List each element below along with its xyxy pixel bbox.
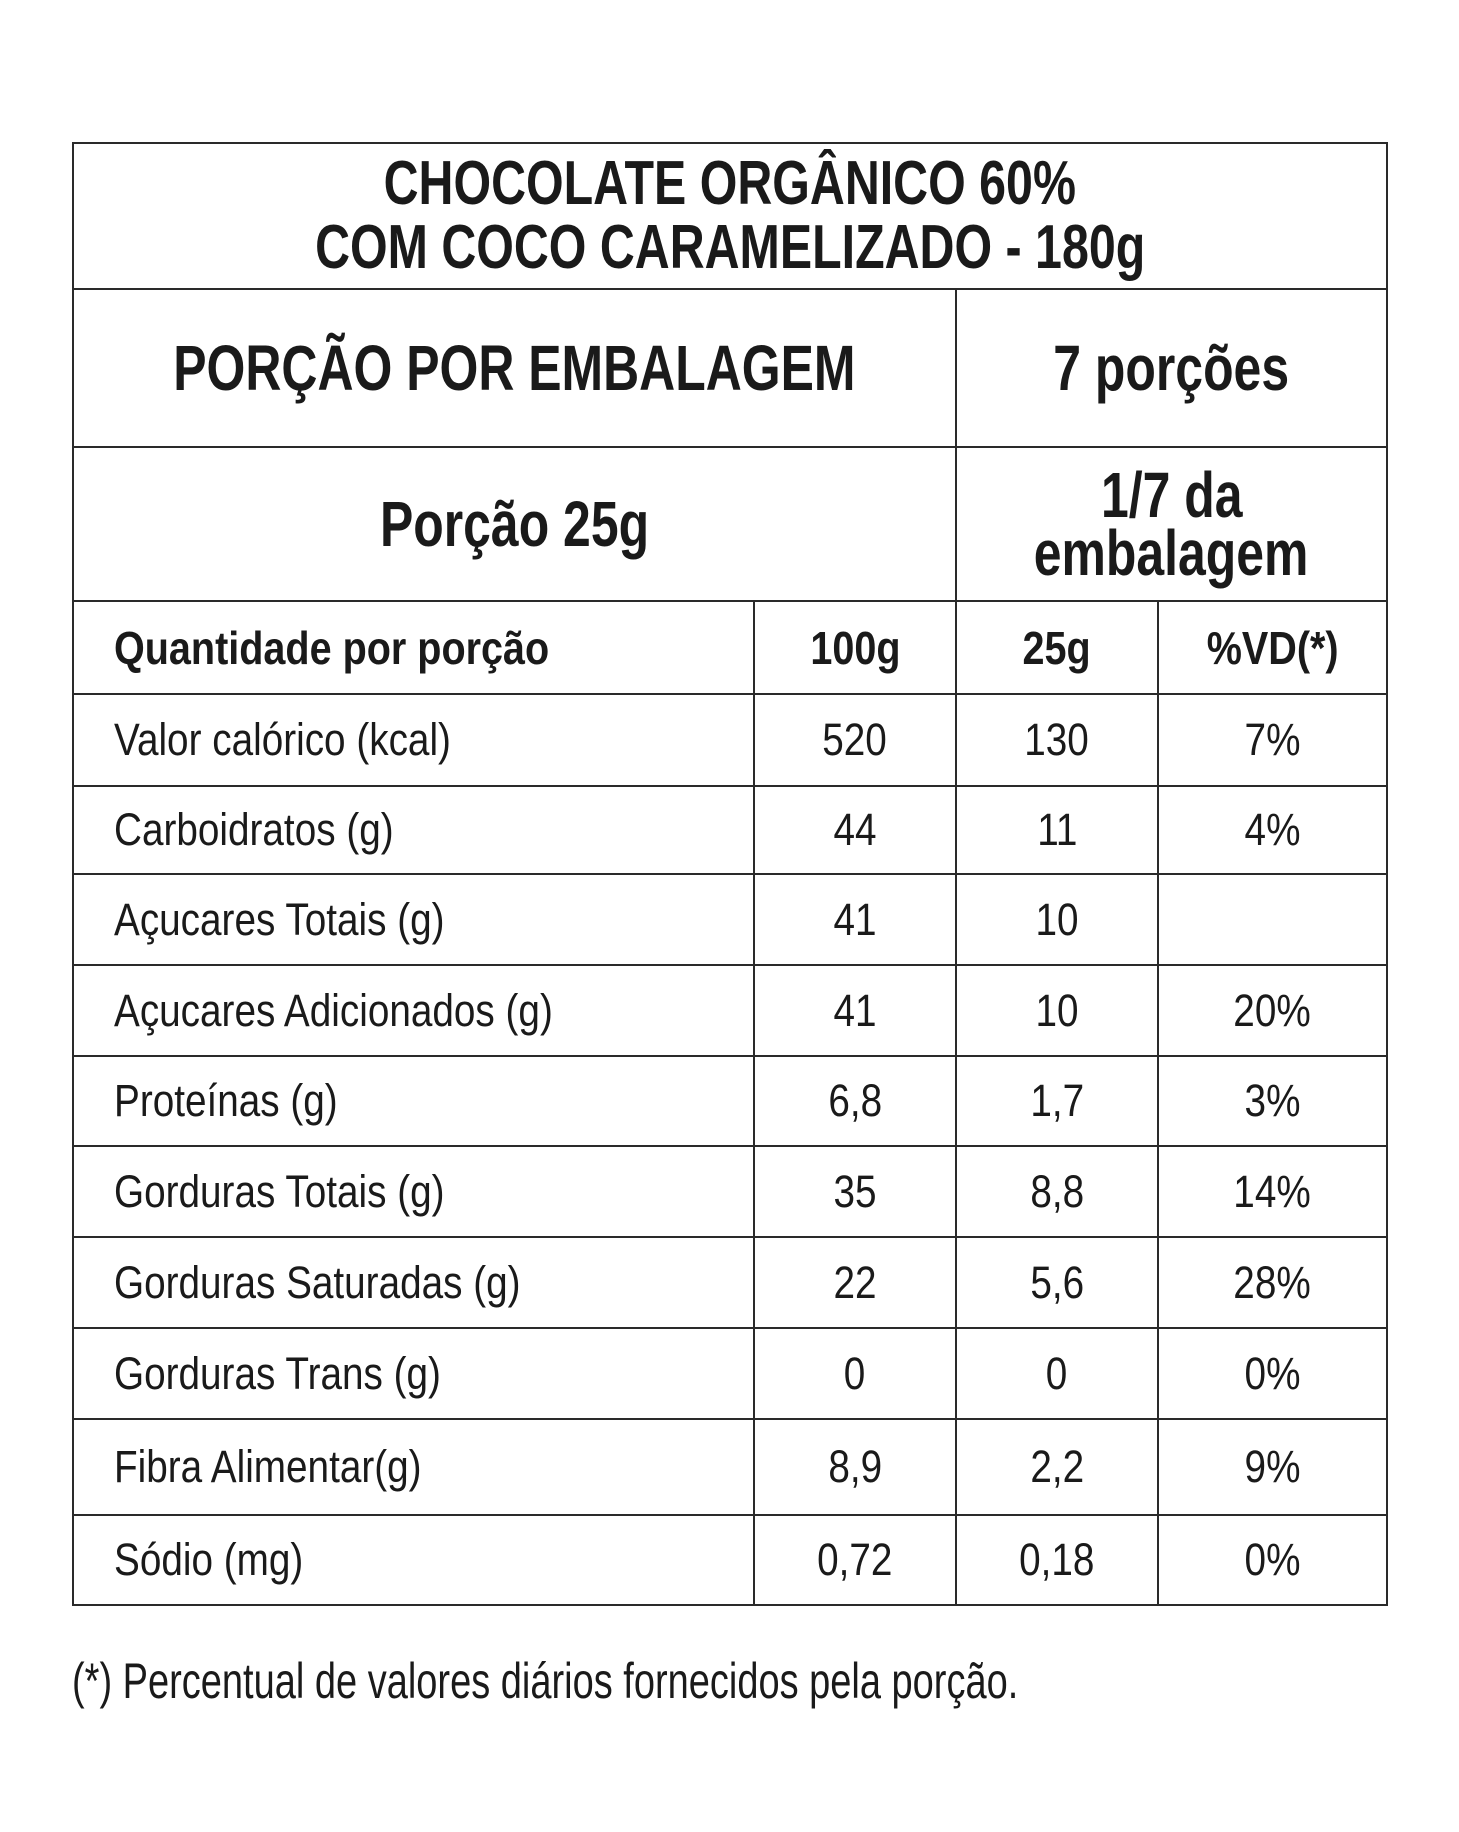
title-row (73, 143, 1387, 289)
product-title (73, 143, 1387, 289)
table-row (73, 1146, 1387, 1237)
table-row (73, 1056, 1387, 1146)
value-per-serving: 130 (1024, 714, 1090, 765)
nutrient-name: Valor calórico (kcal) (114, 714, 451, 765)
column-header: 25g (1022, 621, 1092, 674)
daily-value: 20% (1233, 984, 1312, 1036)
table-row (73, 965, 1387, 1056)
nutrient-name: Proteínas (g) (114, 1075, 338, 1126)
serving-size-value-line-2: embalagem (1034, 517, 1309, 589)
table-row (73, 1419, 1387, 1515)
value-per-serving: 5,6 (1030, 1256, 1084, 1308)
value-per-100g: 44 (833, 804, 877, 855)
value-per-serving: 2,2 (1030, 1441, 1084, 1492)
value-per-100g: 41 (833, 984, 877, 1036)
daily-value: 7% (1244, 714, 1301, 765)
title-line-1: CHOCOLATE ORGÂNICO 60% (383, 149, 1077, 218)
nutrient-name: Sódio (mg) (114, 1534, 304, 1585)
value-per-100g: 8,9 (828, 1441, 882, 1492)
servings-per-package-label: PORÇÃO POR EMBALAGEM (173, 332, 856, 404)
header-row (73, 601, 1387, 694)
table-row (73, 786, 1387, 874)
value-per-100g: 35 (833, 1165, 877, 1217)
table-row (73, 1515, 1387, 1605)
value-per-serving: 10 (1035, 984, 1079, 1036)
nutrition-table (72, 142, 1388, 1606)
nutrient-name: Gorduras Saturadas (g) (114, 1256, 521, 1308)
column-header: %VD(*) (1206, 621, 1339, 674)
nutrient-name: Carboidratos (g) (114, 804, 394, 855)
serving-size-value-line-1: 1/7 da (1100, 459, 1243, 531)
value-per-serving: 8,8 (1030, 1165, 1084, 1217)
value-per-100g: 6,8 (828, 1075, 882, 1126)
serving-size-label: Porção 25g (379, 488, 650, 560)
servings-row (73, 289, 1387, 447)
title-line-2: COM COCO CARAMELIZADO - 180g (314, 213, 1146, 282)
value-per-100g: 0 (844, 1347, 866, 1399)
table-row (73, 1328, 1387, 1419)
daily-value: 0% (1244, 1534, 1301, 1585)
daily-value: 9% (1244, 1441, 1301, 1492)
daily-value: 28% (1233, 1256, 1312, 1308)
nutrient-name: Açucares Adicionados (g) (114, 984, 553, 1036)
serving-size-row (73, 447, 1387, 601)
value-per-serving: 0,18 (1019, 1534, 1095, 1585)
value-per-serving: 11 (1036, 804, 1078, 855)
footnote: (*) Percentual de valores diários fornecidos pela porção. (72, 1653, 1019, 1709)
table-row (73, 874, 1387, 965)
nutrient-name: Fibra Alimentar(g) (114, 1441, 422, 1492)
daily-value: 0% (1244, 1347, 1301, 1399)
nutrient-name: Gorduras Totais (g) (114, 1165, 445, 1217)
value-per-serving: 1,7 (1030, 1075, 1084, 1126)
value-per-serving: 0 (1046, 1347, 1068, 1399)
daily-value: 4% (1244, 804, 1301, 855)
column-header: 100g (809, 621, 901, 674)
value-per-100g: 41 (833, 893, 877, 945)
value-per-100g: 0,72 (817, 1534, 893, 1585)
column-header: Quantidade por porção (114, 621, 550, 674)
value-per-100g: 22 (833, 1256, 877, 1308)
table-row (73, 694, 1387, 786)
value-per-serving: 10 (1035, 893, 1079, 945)
table-row (73, 1237, 1387, 1328)
value-per-100g: 520 (822, 714, 888, 765)
daily-value: 3% (1244, 1075, 1301, 1126)
daily-value: 14% (1233, 1165, 1312, 1217)
nutrient-name: Açucares Totais (g) (114, 893, 445, 945)
servings-per-package-value: 7 porções (1053, 332, 1290, 404)
nutrient-name: Gorduras Trans (g) (114, 1347, 441, 1399)
